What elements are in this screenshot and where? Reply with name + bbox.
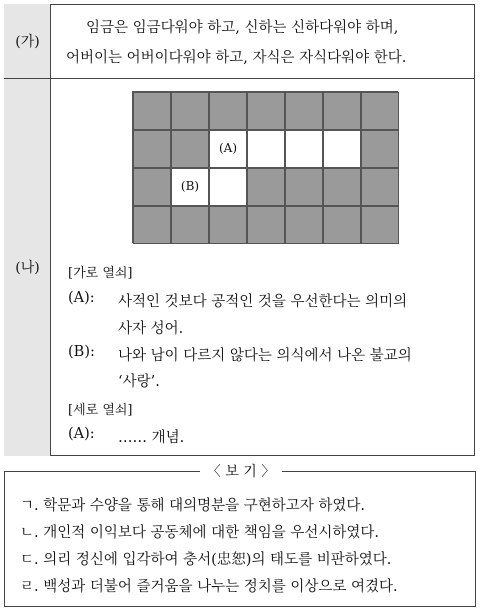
grid-cell (247, 92, 285, 130)
across-b-line-2: ‘사랑’. (118, 374, 160, 390)
grid-cell (361, 168, 399, 206)
across-a-label: (A): (68, 290, 95, 306)
grid-cell (285, 92, 323, 130)
grid-cell (323, 92, 361, 130)
bogi-title: 〈 보 기 〉 (200, 461, 282, 481)
grid-cell (171, 130, 209, 168)
crossword-grid (132, 91, 398, 243)
bogi-item-4: ㄹ. 백성과 더불어 즐거움을 나누는 정치를 이상으로 여겼다. (20, 579, 398, 595)
grid-cell (323, 130, 361, 168)
label-ga: (가) (15, 34, 40, 50)
grid-cell-a (209, 130, 247, 168)
grid-cell (323, 168, 361, 206)
label-na: (나) (15, 260, 40, 276)
grid-cell (171, 206, 209, 244)
grid-cell-b (171, 168, 209, 206)
ga-line-2: 어버이는 어버이다워야 하고, 자식은 자식다워야 한다. (66, 50, 407, 66)
grid-cell (133, 168, 171, 206)
grid-cell (247, 130, 285, 168)
across-b-line-1: 나와 남이 다르지 않다는 의식에서 나온 불교의 (118, 348, 412, 364)
grid-cell (209, 206, 247, 244)
bogi-item-1: ㄱ. 학문과 수양을 통해 대의명분을 구현하고자 하였다. (20, 498, 366, 514)
grid-cell (133, 130, 171, 168)
label-column (4, 4, 51, 456)
down-header: [세로 열쇠] (68, 403, 133, 418)
grid-cell (209, 92, 247, 130)
bogi-item-2: ㄴ. 개인적 이익보다 공동체에 대한 책임을 우선시하였다. (20, 525, 380, 541)
across-b-label: (B): (68, 344, 95, 360)
grid-cell (361, 92, 399, 130)
grid-cell (361, 206, 399, 244)
ga-line-1: 임금은 임금다워야 하고, 신하는 신하다워야 하며, (86, 20, 399, 36)
grid-cell (247, 168, 285, 206)
across-header: [가로 열쇠] (68, 266, 133, 281)
grid-cell (323, 206, 361, 244)
bogi-item-3: ㄷ. 의리 정신에 입각하여 충서(忠恕)의 태도를 비판하였다. (20, 552, 392, 568)
grid-mark-a: (A) (218, 141, 238, 155)
grid-cell (285, 206, 323, 244)
grid-cell (133, 206, 171, 244)
down-a-label: (A): (68, 426, 95, 442)
grid-cell (285, 168, 323, 206)
across-a-line-2: 사자 성어. (118, 321, 184, 337)
grid-cell (285, 130, 323, 168)
grid-cell (133, 92, 171, 130)
grid-cell (209, 168, 247, 206)
grid-cell (247, 206, 285, 244)
across-a-line-1: 사적인 것보다 공적인 것을 우선한다는 의미의 (118, 294, 408, 310)
grid-cell (171, 92, 209, 130)
down-a-text: …… 개념. (118, 430, 185, 446)
row-divider (4, 78, 475, 79)
grid-mark-b: (B) (180, 179, 200, 193)
grid-cell (361, 130, 399, 168)
